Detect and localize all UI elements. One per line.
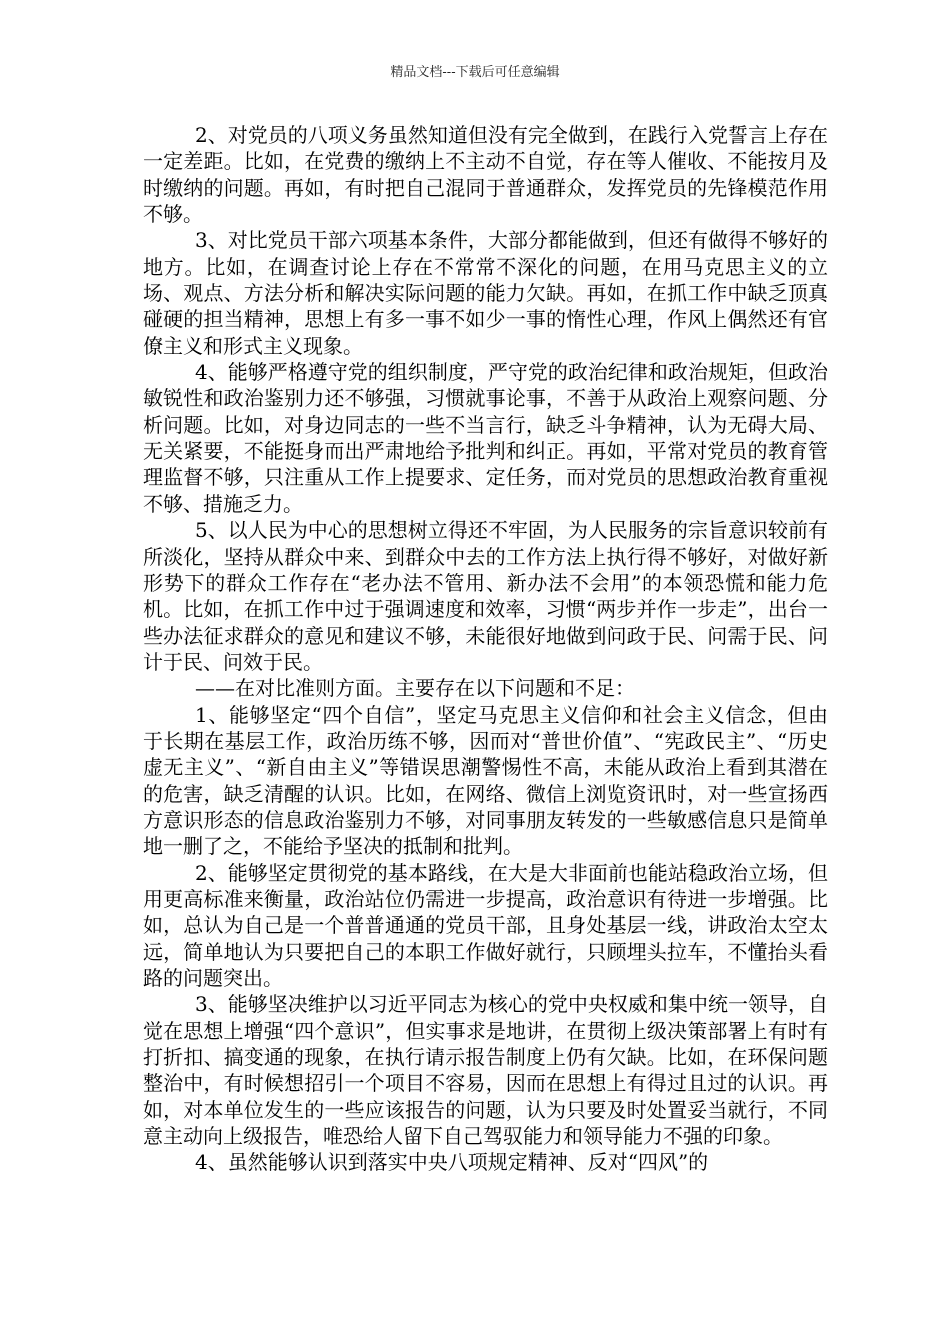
paragraph: 2、能够坚定贯彻党的基本路线，在大是大非面前也能站稳政治立场，但用更高标准来衡量，政治站位仍需进一步提高，政治意识有待进一步增强。比如，总认为自己是一个普普通通的党员干部，且身处基层一线，讲政治太空太远，简单地认为只要把自己的本职工作做好就行，只顾埋头拉车，不懂抬头看路的问题突出。 — [143, 860, 828, 990]
page-header: 精品文档---下载后可任意编辑 — [390, 65, 560, 80]
paragraph: 3、能够坚决维护以习近平同志为核心的党中央权威和集中统一领导，自觉在思想上增强“四个意识”，但实事求是地讲，在贯彻上级决策部署上有时有打折扣、搞变通的现象，在执行请示报告制度上仍有欠缺。比如，在环保问题整治中，有时候想招引一个项目不容易，因而在思想上有得过且过的认识。再如，对本单位发生的一些应该报告的问题，认为只要及时处置妥当就行，不同意主动向上级报告，唯恐给人留下自己驾驭能力和领导能力不强的印象。 — [143, 992, 828, 1149]
paragraph: 4、虽然能够认识到落实中央八项规定精神、反对“四风”的 — [195, 1150, 709, 1175]
section-heading: ——在对比准则方面。主要存在以下问题和不足： — [195, 676, 635, 701]
paragraph: 2、对党员的八项义务虽然知道但没有完全做到，在践行入党誓言上存在一定差距。比如，在党费的缴纳上不主动不自觉，存在等人催收、不能按月及时缴纳的问题。再如，有时把自己混同于普通群众，发挥党员的先锋模范作用不够。 — [143, 123, 828, 227]
paragraph: 1、能够坚定“四个自信”，坚定马克思主义信仰和社会主义信念，但由于长期在基层工作，政治历练不够，因而对“普世价值”、“宪政民主”、“历史虚无主义”、“新自由主义”等错误思潮警惕性不高，未能从政治上看到其潜在的危害，缺乏清醒的认识。比如，在网络、微信上浏览资讯时，对一些宣扬西方意识形态的信息政治鉴别力不够，对同事朋友转发的一些敏感信息只是简单地一删了之，不能给予坚决的抵制和批判。 — [143, 702, 828, 859]
document-body — [143, 122, 828, 1176]
paragraph: 5、以人民为中心的思想树立得还不牢固，为人民服务的宗旨意识较前有所淡化，坚持从群众中来、到群众中去的工作方法上执行得不够好，对做好新形势下的群众工作存在“老办法不管用、新办法不会用”的本领恐慌和能力危机。比如，在抓工作中过于强调速度和效率，习惯“两步并作一步走”，出台一些办法征求群众的意见和建议不够，未能很好地做到问政于民、问需于民、问计于民、问效于民。 — [143, 518, 828, 674]
paragraph: 3、对比党员干部六项基本条件，大部分都能做到，但还有做得不够好的地方。比如，在调查讨论上存在不常常不深化的问题，在用马克思主义的立场、观点、方法分析和解决实际问题的能力欠缺。再如，在抓工作中缺乏顶真碰硬的担当精神，思想上有多一事不如少一事的惰性心理，作风上偶然还有官僚主义和形式主义现象。 — [143, 228, 828, 358]
paragraph: 4、能够严格遵守党的组织制度，严守党的政治纪律和政治规矩，但政治敏锐性和政治鉴别力还不够强，习惯就事论事，不善于从政治上观察问题、分析问题。比如，对身边同志的一些不当言行，缺乏斗争精神，认为无碍大局、无关紧要，不能挺身而出严肃地给予批判和纠正。再如，平常对党员的教育管理监督不够，只注重从工作上提要求、定任务，而对党员的思想政治教育重视不够、措施乏力。 — [143, 360, 828, 516]
